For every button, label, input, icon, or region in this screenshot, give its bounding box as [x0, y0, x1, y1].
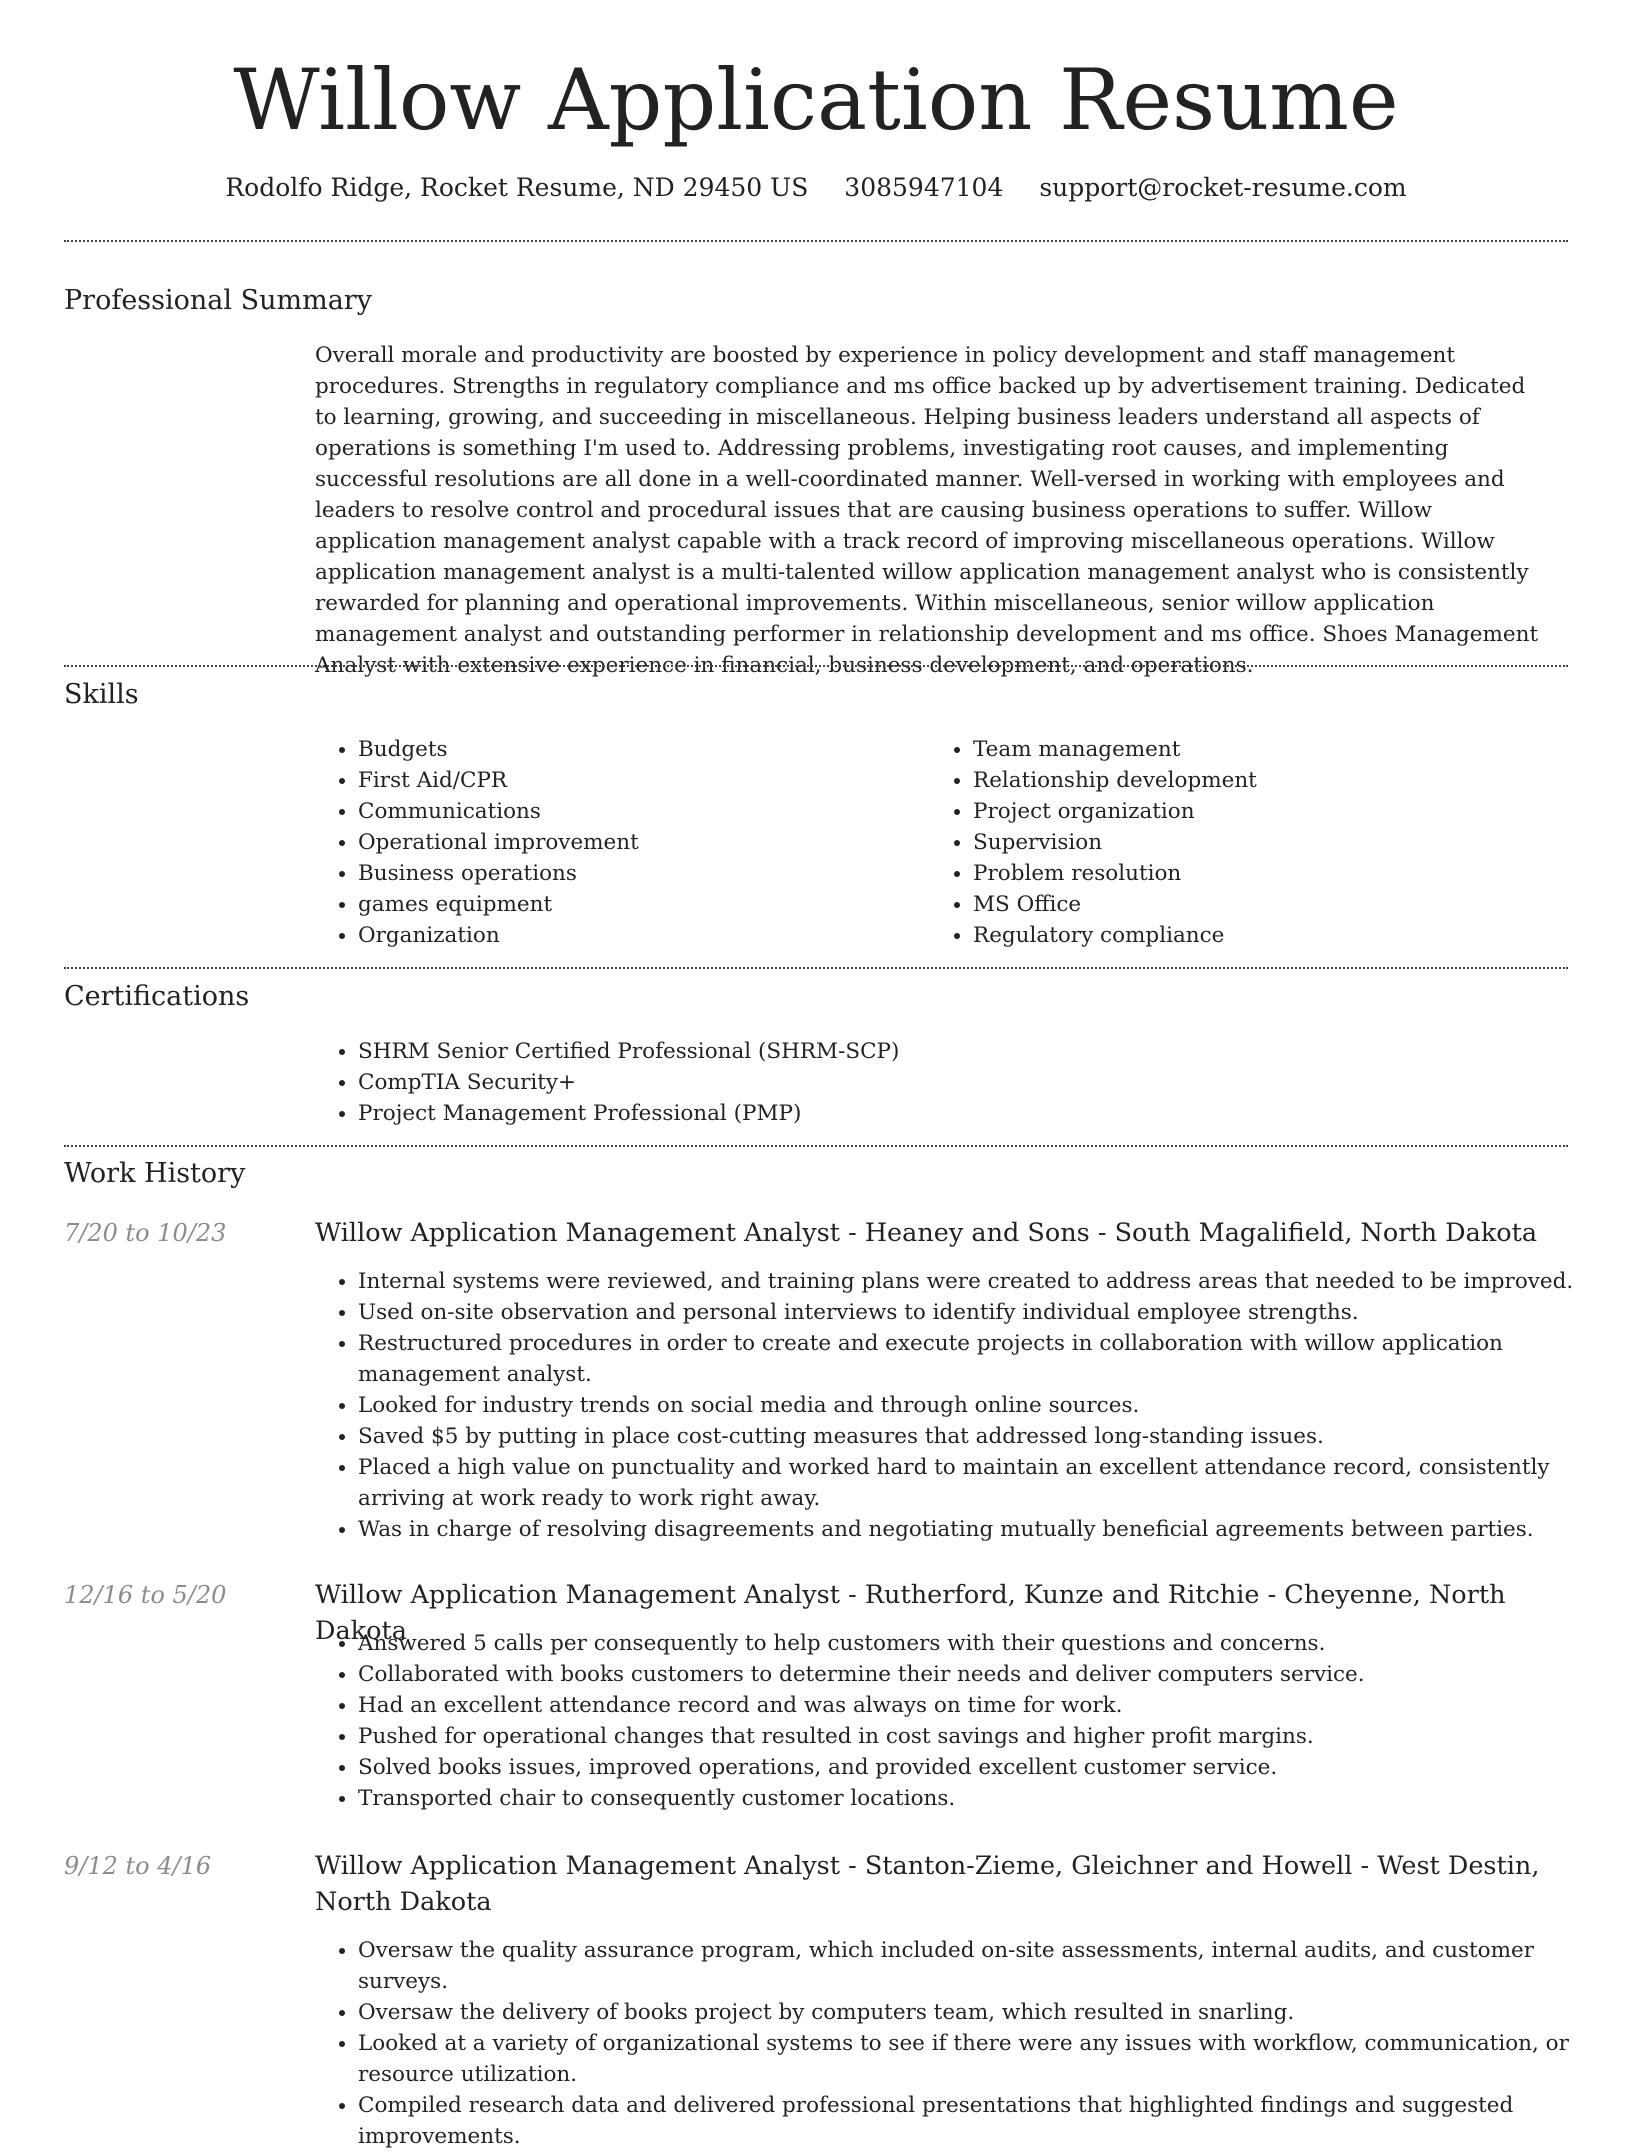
skill-item: • Regulatory compliance [973, 920, 1573, 951]
job-bullet: • Saved $5 by putting in place cost-cutting measures that addressed long-standing issues. [358, 1421, 1603, 1452]
skill-item: • Problem resolution [973, 858, 1573, 889]
divider [64, 240, 1568, 242]
job-title: Willow Application Management Analyst - Heaney and Sons - South Magalifield, North Dakota [315, 1218, 1538, 1248]
skill-item: • Operational improvement [358, 827, 918, 858]
job-bullet: • Oversaw the quality assurance program, which included on-site assessments, internal audits, and customer surveys. [358, 1935, 1603, 1997]
job-title: Willow Application Management Analyst - Stanton-Zieme, Gleichner and Howell - West Destin, North Dakota [315, 1851, 1540, 1917]
job-bullet: • Placed a high value on punctuality and worked hard to maintain an excellent attendance record, consistently arriving at work ready to work right away. [358, 1452, 1603, 1514]
job-bullets [314, 1935, 1603, 2152]
job-bullet: • Had an excellent attendance record and was always on time for work. [358, 1690, 1603, 1721]
divider [64, 1145, 1568, 1147]
divider [64, 665, 1568, 667]
job-bullet: • Pushed for operational changes that resulted in cost savings and higher profit margins. [358, 1721, 1603, 1752]
work-history-heading: Work History [64, 1158, 246, 1189]
job-bullet: • Used on-site observation and personal interviews to identify individual employee strengths. [358, 1297, 1603, 1328]
job-bullet: • Compiled research data and delivered professional presentations that highlighted findings and suggested improvements. [358, 2090, 1603, 2152]
certifications-heading: Certifications [64, 981, 250, 1012]
certification-item: • CompTIA Security+ [358, 1067, 1558, 1098]
contact-email: support@rocket-resume.com [1039, 173, 1407, 202]
job-title: Willow Application Management Analyst - Rutherford, Kunze and Ritchie - Cheyenne, North Dakota [315, 1580, 1506, 1646]
job-bullet: • Collaborated with books customers to determine their needs and deliver computers service. [358, 1659, 1603, 1690]
job-bullet: • Restructured procedures in order to create and execute projects in collaboration with willow application management analyst. [358, 1328, 1603, 1390]
skill-item: • Budgets [358, 734, 918, 765]
job-bullets [314, 1628, 1603, 1814]
job-dates: 9/12 to 4/16 [64, 1852, 212, 1880]
skill-item: • Business operations [358, 858, 918, 889]
skill-item: • Relationship development [973, 765, 1573, 796]
skills-list-left [314, 734, 918, 951]
skill-item: • Project organization [973, 796, 1573, 827]
job-dates: 7/20 to 10/23 [64, 1219, 227, 1247]
certifications-list [314, 1036, 1558, 1129]
skill-item: • MS Office [973, 889, 1573, 920]
skill-item: • First Aid/CPR [358, 765, 918, 796]
job-bullet: • Solved books issues, improved operations, and provided excellent customer service. [358, 1752, 1603, 1783]
skills-heading: Skills [64, 679, 139, 710]
job-dates: 12/16 to 5/20 [64, 1581, 227, 1609]
certification-item: • Project Management Professional (PMP) [358, 1098, 1558, 1129]
divider [64, 967, 1568, 969]
skills-list-right [929, 734, 1573, 951]
skill-item: • Communications [358, 796, 918, 827]
job-bullet: • Oversaw the delivery of books project by computers team, which resulted in snarling. [358, 1997, 1603, 2028]
contact-address: Rodolfo Ridge, Rocket Resume, ND 29450 US [225, 173, 809, 202]
resume-title: Willow Application Resume [233, 51, 1399, 149]
summary-heading: Professional Summary [64, 285, 372, 316]
job-bullet: • Was in charge of resolving disagreements and negotiating mutually beneficial agreements between parties. [358, 1514, 1603, 1545]
summary-text: Overall morale and productivity are boosted by experience in policy development and staff management procedures. Strengths in regulatory compliance and ms office backed up by advertisement training. Dedicated to learning, growing, and succeeding in miscellaneous. Helping business leaders understand all aspects of operations is something I'm used to. Addressing problems, investigating root causes, and implementing successful resolutions are all done in a well-coordinated manner. Well-versed in working with employees and leaders to resolve control and procedural issues that are causing business operations to suffer. Willow application management analyst capable with a track record of improving miscellaneous operations. Willow application management analyst is a multi-talented willow application management analyst who is consistently rewarded for planning and operational improvements. Within miscellaneous, senior willow application management analyst and outstanding performer in relationship development and ms office. Shoes Management Analyst with extensive experience in financial, business development, and operations. [315, 343, 1539, 678]
job-bullets [314, 1266, 1603, 1545]
contact-phone: 3085947104 [844, 173, 1004, 202]
contact-line [0, 170, 1632, 206]
skill-item: • Organization [358, 920, 918, 951]
job-bullet: • Looked at a variety of organizational systems to see if there were any issues with workflow, communication, or resource utilization. [358, 2028, 1603, 2090]
skill-item: • Team management [973, 734, 1573, 765]
job-bullet: • Internal systems were reviewed, and training plans were created to address areas that needed to be improved. [358, 1266, 1603, 1297]
job-bullet: • Looked for industry trends on social media and through online sources. [358, 1390, 1603, 1421]
job-bullet: • Answered 5 calls per consequently to help customers with their questions and concerns. [358, 1628, 1603, 1659]
job-bullet: • Transported chair to consequently customer locations. [358, 1783, 1603, 1814]
skill-item: • games equipment [358, 889, 918, 920]
certification-item: • SHRM Senior Certified Professional (SHRM-SCP) [358, 1036, 1558, 1067]
skill-item: • Supervision [973, 827, 1573, 858]
